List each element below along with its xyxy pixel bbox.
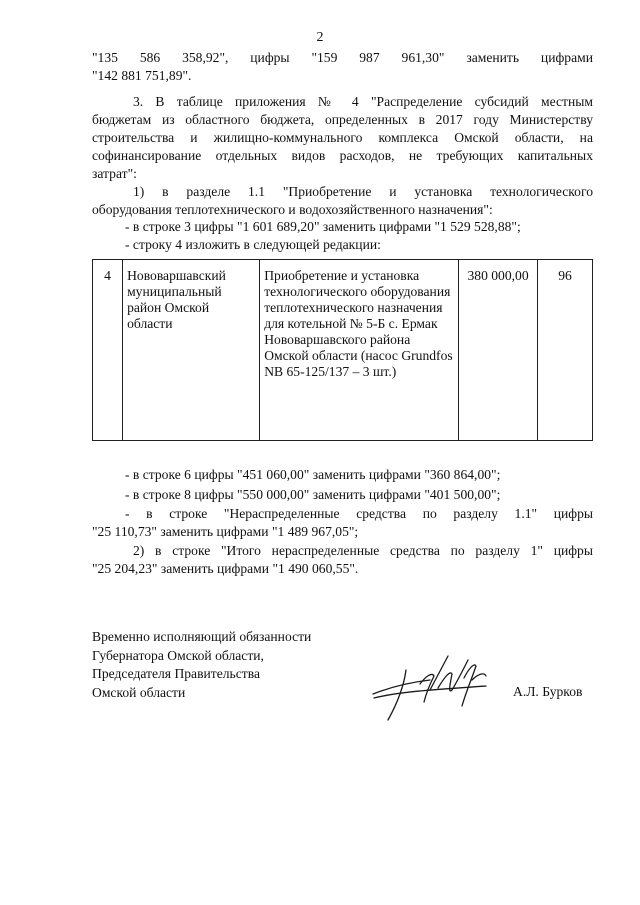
page-number: 2 — [316, 30, 324, 45]
body-line: софинансирование отдельных видов расходов, не требующих капитальных — [92, 148, 593, 163]
signatory-line: Омской области — [92, 684, 186, 700]
body-line: 2) в строке "Итого нераспределенные средства по разделу 1" цифры — [133, 543, 593, 558]
subsidy-table-row — [92, 259, 593, 441]
percent-cell: 96 — [538, 260, 593, 441]
body-line: оборудования теплотехнического и водохозяйственного назначения": — [92, 202, 493, 217]
signatory-line: Председателя Правительства — [92, 666, 260, 681]
body-line: - в строке 6 цифры "451 060,00" заменить цифрами "360 864,00"; — [125, 467, 501, 482]
signatory-title — [92, 628, 311, 702]
signatory-line: Временно исполняющий обязанности — [92, 629, 312, 644]
body-line: - в строке 8 цифры "550 000,00" заменить цифрами "401 500,00"; — [125, 487, 501, 502]
description-cell: Приобретение и установка технологического оборудования теплотехнического назначения для котельной № 5-Б с. Ермак Нововаршавского района Омской области (насос Grundfos NB 65-125/137 – 3 шт.) — [260, 260, 459, 441]
body-line: "25 204,23" заменить цифрами "1 490 060,55". — [92, 561, 359, 576]
body-line: "25 110,73" заменить цифрами "1 489 967,05"; — [92, 524, 359, 539]
body-line: 1) в разделе 1.1 "Приобретение и установка технологического — [133, 184, 593, 199]
municipality-cell: Нововаршавский муниципальный район Омской области — [123, 260, 260, 441]
body-line: строительства и жилищно-коммунального комплекса Омской области, на — [92, 130, 593, 145]
body-line: - в строке 3 цифры "1 601 689,20" заменить цифрами "1 529 528,88"; — [125, 219, 521, 234]
body-line: "142 881 751,89". — [92, 68, 192, 83]
signatory-line: Губернатора Омской области, — [92, 647, 264, 663]
body-line: затрат": — [92, 166, 137, 181]
signatory-name: А.Л. Бурков — [513, 684, 583, 699]
amount-cell: 380 000,00 — [459, 260, 538, 441]
table-row — [93, 260, 593, 441]
body-line: 3. В таблице приложения № 4 "Распределение субсидий местным — [133, 94, 593, 109]
row-number-cell: 4 — [93, 260, 123, 441]
body-line: - в строке "Нераспределенные средства по разделу 1.1" цифры — [125, 506, 593, 521]
handwritten-signature — [368, 650, 508, 730]
body-line: "135 586 358,92", цифры "159 987 961,30" заменить цифрами — [92, 50, 593, 65]
body-line: - строку 4 изложить в следующей редакции: — [125, 237, 381, 252]
body-line: бюджетам из областного бюджета, определенных в 2017 году Министерству — [92, 112, 593, 127]
